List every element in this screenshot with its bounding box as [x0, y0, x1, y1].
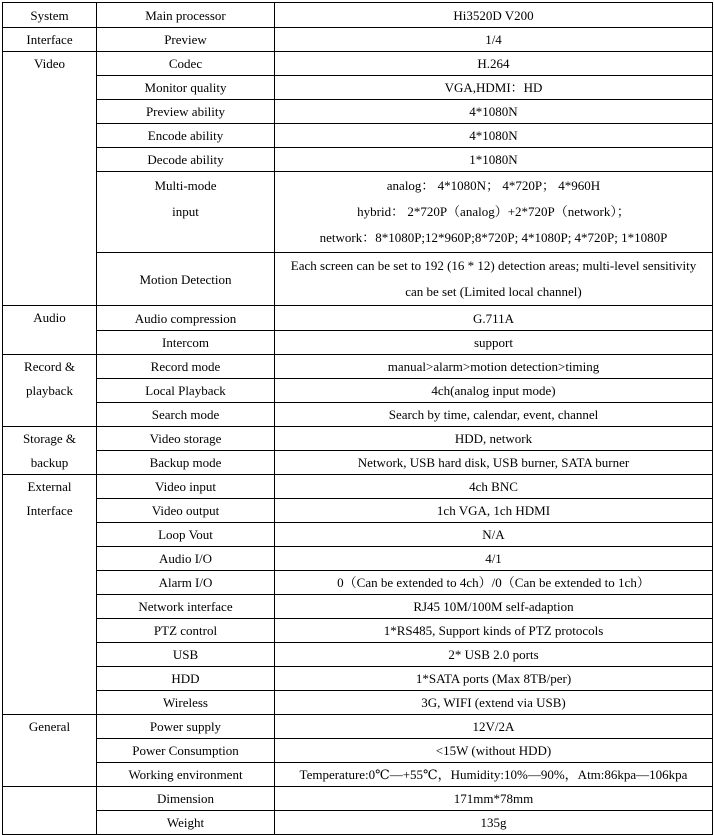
spec-item: Power supply	[97, 715, 275, 739]
table-row	[3, 3, 713, 28]
spec-value: 4ch(analog input mode)	[275, 379, 713, 403]
table-row	[3, 619, 713, 643]
category-cell	[3, 52, 97, 306]
spec-value: 4*1080N	[275, 100, 713, 124]
spec-value: RJ45 10M/100M self-adaption	[275, 595, 713, 619]
spec-value: Temperature:0℃—+55℃，Humidity:10%—90%，Atm:86kpa—106kpa	[275, 763, 713, 787]
category-label: Storage &	[22, 431, 77, 446]
table-row	[3, 739, 713, 763]
spec-value: 4/1	[275, 547, 713, 571]
category-label: General	[28, 719, 71, 735]
spec-value-line: hybrid： 2*720P（analog）+2*720P（network）；	[357, 204, 630, 219]
spec-item: Weight	[97, 811, 275, 835]
category-label: External	[27, 479, 72, 495]
table-row	[3, 451, 713, 475]
category-label: Audio	[33, 310, 66, 325]
category-cell	[3, 787, 97, 835]
category-label: backup	[30, 454, 69, 470]
spec-item: Monitor quality	[97, 76, 275, 100]
table-row	[3, 148, 713, 172]
category-cell	[3, 475, 97, 715]
spec-table	[2, 2, 713, 835]
category-label: Record &	[24, 359, 75, 374]
table-row	[3, 172, 713, 253]
spec-item: Preview	[97, 28, 275, 52]
spec-item: Preview ability	[97, 100, 275, 124]
spec-item-line: Multi-mode	[154, 178, 217, 193]
spec-value-line: can be set (Limited local channel)	[405, 284, 582, 299]
category-label: playback	[26, 382, 73, 398]
spec-value: N/A	[275, 523, 713, 547]
spec-value: 4ch BNC	[275, 475, 713, 499]
spec-item: Video storage	[97, 427, 275, 451]
table-row	[3, 28, 713, 52]
table-row	[3, 499, 713, 523]
spec-item: Working environment	[97, 763, 275, 787]
spec-value: 4*1080N	[275, 124, 713, 148]
spec-item-line: input	[172, 204, 199, 219]
spec-value-line: Each screen can be set to 192 (16 * 12) detection areas; multi-level sensitivity	[290, 258, 697, 273]
spec-item: USB	[97, 643, 275, 667]
spec-value	[275, 253, 713, 306]
spec-item: Decode ability	[97, 148, 275, 172]
table-row	[3, 427, 713, 451]
spec-value: 1*1080N	[275, 148, 713, 172]
spec-value: 2* USB 2.0 ports	[275, 643, 713, 667]
spec-value: G.711A	[275, 306, 713, 331]
spec-value: Network, USB hard disk, USB burner, SATA burner	[275, 451, 713, 475]
spec-item: HDD	[97, 667, 275, 691]
spec-value: Search by time, calendar, event, channel	[275, 403, 713, 427]
table-row	[3, 787, 713, 811]
spec-item: Intercom	[97, 331, 275, 355]
table-row	[3, 355, 713, 379]
spec-item: Audio compression	[97, 306, 275, 331]
table-row	[3, 76, 713, 100]
spec-item: Audio I/O	[97, 547, 275, 571]
spec-item: Video output	[97, 499, 275, 523]
spec-value: <15W (without HDD)	[275, 739, 713, 763]
table-row	[3, 306, 713, 331]
table-row	[3, 100, 713, 124]
spec-value: 1*SATA ports (Max 8TB/per)	[275, 667, 713, 691]
table-row	[3, 124, 713, 148]
spec-value	[275, 172, 713, 253]
table-row	[3, 643, 713, 667]
table-row	[3, 379, 713, 403]
spec-value: 1ch VGA, 1ch HDMI	[275, 499, 713, 523]
spec-value-line: analog： 4*1080N； 4*720P； 4*960H	[386, 178, 601, 193]
spec-value: H.264	[275, 52, 713, 76]
spec-value: support	[275, 331, 713, 355]
spec-item: Loop Vout	[97, 523, 275, 547]
category-cell: System	[3, 3, 97, 28]
category-label: Interface	[26, 502, 73, 518]
spec-value-line: network：8*1080P;12*960P;8*720P; 4*1080P; 4*720P; 1*1080P	[319, 230, 668, 245]
spec-item: Search mode	[97, 403, 275, 427]
category-cell: Interface	[3, 28, 97, 52]
category-label: Video	[34, 56, 65, 71]
spec-value: VGA,HDMI：HD	[275, 76, 713, 100]
table-row	[3, 331, 713, 355]
spec-value: manual>alarm>motion detection>timing	[275, 355, 713, 379]
category-cell	[3, 715, 97, 787]
spec-value: 3G, WIFI (extend via USB)	[275, 691, 713, 715]
table-row	[3, 523, 713, 547]
spec-item: Encode ability	[97, 124, 275, 148]
spec-value: HDD, network	[275, 427, 713, 451]
spec-value: Hi3520D V200	[275, 3, 713, 28]
spec-item: Dimension	[97, 787, 275, 811]
spec-item: Network interface	[97, 595, 275, 619]
spec-item: Record mode	[97, 355, 275, 379]
spec-item: Codec	[97, 52, 275, 76]
category-cell	[3, 306, 97, 355]
spec-item: Main processor	[97, 3, 275, 28]
table-row	[3, 763, 713, 787]
table-row	[3, 547, 713, 571]
table-row	[3, 715, 713, 739]
spec-item: Local Playback	[97, 379, 275, 403]
spec-item: PTZ control	[97, 619, 275, 643]
table-row	[3, 571, 713, 595]
spec-value: 1/4	[275, 28, 713, 52]
spec-value: 135g	[275, 811, 713, 835]
table-row	[3, 595, 713, 619]
spec-item: Video input	[97, 475, 275, 499]
spec-value: 171mm*78mm	[275, 787, 713, 811]
table-row	[3, 691, 713, 715]
table-row	[3, 475, 713, 499]
spec-value: 0（Can be extended to 4ch）/0（Can be extended to 1ch）	[275, 571, 713, 595]
table-row	[3, 253, 713, 306]
spec-item: Power Consumption	[97, 739, 275, 763]
spec-item	[97, 172, 275, 253]
spec-value: 12V/2A	[275, 715, 713, 739]
table-row	[3, 52, 713, 76]
spec-item: Alarm I/O	[97, 571, 275, 595]
spec-item: Backup mode	[97, 451, 275, 475]
category-cell	[3, 355, 97, 427]
category-cell	[3, 427, 97, 475]
spec-value: 1*RS485, Support kinds of PTZ protocols	[275, 619, 713, 643]
spec-item: Wireless	[97, 691, 275, 715]
table-row	[3, 403, 713, 427]
table-row	[3, 667, 713, 691]
spec-item: Motion Detection	[97, 253, 275, 306]
